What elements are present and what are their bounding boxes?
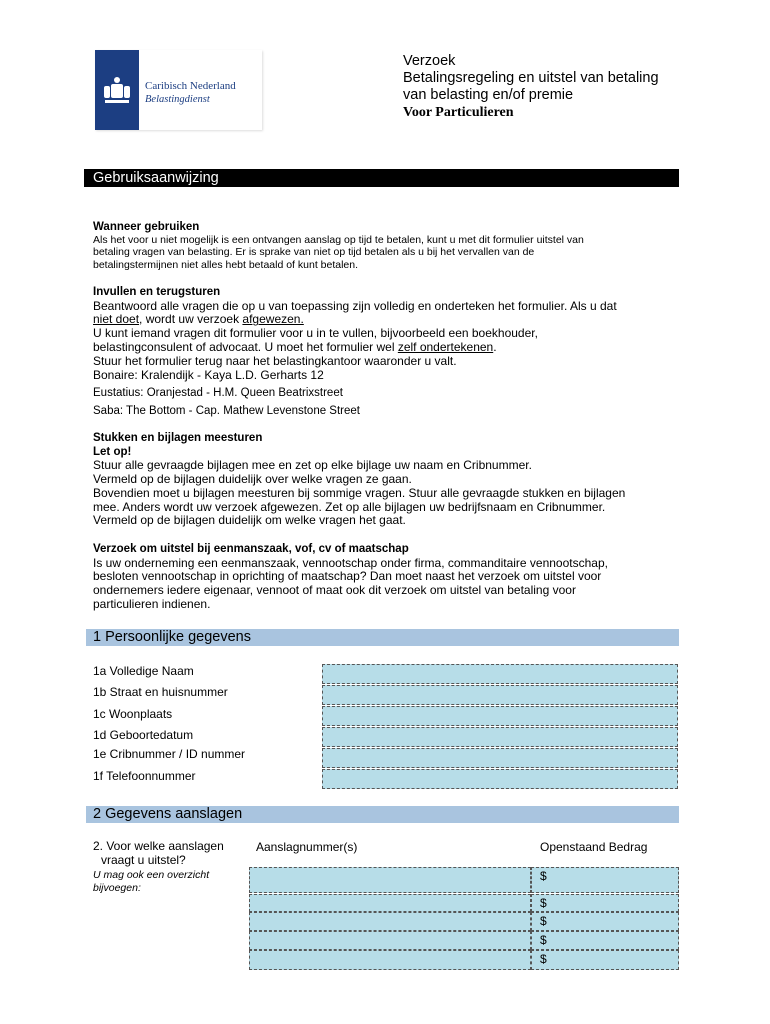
attention-heading: Let op! xyxy=(93,445,132,458)
self-sign-text: zelf ondertekenen xyxy=(397,339,494,354)
when-line-3: betalingstermijnen niet alles hebt betaald of kunt betalen. xyxy=(93,258,359,271)
label-full-name: 1a Volledige Naam xyxy=(93,664,194,678)
company-line-3: ondernemers iedere eigenaar, vennoot of maat ook dit verzoek om uitstel van betaling voor xyxy=(93,583,576,598)
attach-line-3: Bovendien moet u bijlagen meesturen bij sommige vragen. Stuur alle gevraagde stukken en bijlagen xyxy=(93,485,626,500)
assessment-number-field[interactable] xyxy=(249,950,531,970)
coat-of-arms-icon xyxy=(101,74,133,106)
outstanding-amount-field[interactable] xyxy=(531,867,679,893)
belastingdienst-logo xyxy=(95,50,262,130)
attach-line-4: mee. Anders wordt uw verzoek afgewezen. Zet op alle bijlagen uw bedrijfsnaam en Cribnummer. xyxy=(93,499,606,514)
street-field[interactable] xyxy=(322,685,678,705)
outstanding-amount-field[interactable] xyxy=(531,894,679,912)
currency-symbol: $ xyxy=(540,896,547,910)
column-outstanding-amount: Openstaand Bedrag xyxy=(540,840,648,854)
company-line-2: besloten vennootschap in oprichting of maatschap? Dan moet naast het verzoek om uitstel voor xyxy=(93,569,602,584)
section-2-header: 2 Gegevens aanslagen xyxy=(86,806,679,823)
logo-line-2: Belastingdienst xyxy=(145,94,210,105)
outstanding-amount-field[interactable] xyxy=(531,931,679,950)
company-heading: Verzoek om uitstel bij eenmanszaak, vof, cv of maatschap xyxy=(93,543,409,555)
crib-id-field[interactable] xyxy=(322,748,678,768)
attach-line-2: Vermeld op de bijlagen duidelijk over welke vragen ze gaan. xyxy=(93,472,412,487)
assessment-number-field[interactable] xyxy=(249,912,531,931)
when-heading: Wanneer gebruiken xyxy=(93,221,200,233)
outstanding-amount-field[interactable] xyxy=(531,950,679,970)
fill-block xyxy=(93,286,683,418)
title-line-2: Betalingsregeling en uitstel van betaling xyxy=(403,70,659,86)
overview-note-line-2: bijvoegen: xyxy=(93,881,141,894)
fill-line-1: Beantwoord alle vragen die op u van toepassing zijn volledig en onderteken het formulier. Als u dat xyxy=(93,298,617,313)
fill-line-3: U kunt iemand vragen dit formulier voor u in te vullen, bijvoorbeeld een boekhouder, xyxy=(93,326,538,341)
form-title xyxy=(403,53,703,121)
label-phone: 1f Telefoonnummer xyxy=(93,769,196,783)
logo-bar xyxy=(95,50,139,130)
label-street: 1b Straat en huisnummer xyxy=(93,685,228,699)
overview-note-line-1: U mag ook een overzicht xyxy=(93,869,210,881)
assessment-question xyxy=(93,840,224,894)
full-name-field[interactable] xyxy=(322,664,678,684)
title-line-1: Verzoek xyxy=(403,53,456,69)
title-line-3: van belasting en/of premie xyxy=(403,87,574,103)
when-block xyxy=(93,221,673,271)
assessment-number-field[interactable] xyxy=(249,894,531,912)
address-eustatius: Eustatius: Oranjestad - H.M. Queen Beatrixstreet xyxy=(93,386,343,399)
fill-line-4-end: . xyxy=(493,339,497,354)
when-line-2: betaling vragen van belasting. Er is sprake van niet op tijd betalen als u bij het vervallen van de xyxy=(93,246,535,258)
section-1-header: 1 Persoonlijke gegevens xyxy=(86,629,679,646)
fill-line-5: Stuur het formulier terug naar het belastingkantoor waaronder u valt. xyxy=(93,353,457,368)
fill-line-4 xyxy=(93,341,683,355)
question-line-1: 2. Voor welke aanslagen xyxy=(93,839,224,853)
attach-line-5: Vermeld op de bijlagen duidelijk om welke vragen het gaat. xyxy=(93,513,406,528)
fill-line-2 xyxy=(93,313,683,327)
company-block xyxy=(93,543,683,612)
phone-field[interactable] xyxy=(322,769,678,789)
company-line-1: Is uw onderneming een eenmanszaak, vennootschap onder firma, commanditaire vennootschap, xyxy=(93,555,608,570)
city-field[interactable] xyxy=(322,706,678,726)
when-line-1: Als het voor u niet mogelijk is een ontvangen aanslag op tijd te betalen, kunt u met dit formulier uitstel van xyxy=(93,233,584,246)
fill-line-4-start: belastingconsulent of advocaat. U moet het formulier wel xyxy=(93,339,398,354)
fill-heading: Invullen en terugsturen xyxy=(93,286,221,298)
label-birthdate: 1d Geboortedatum xyxy=(93,728,194,742)
logo-line-1: Caribisch Nederland xyxy=(145,80,236,92)
birthdate-field[interactable] xyxy=(322,727,678,747)
assessment-number-field[interactable] xyxy=(249,931,531,950)
currency-symbol: $ xyxy=(540,933,547,947)
not-done-text: niet doet xyxy=(93,312,140,327)
currency-symbol: $ xyxy=(540,952,547,966)
currency-symbol: $ xyxy=(540,914,547,928)
label-city: 1c Woonplaats xyxy=(93,707,173,721)
address-bonaire: Bonaire: Kralendijk - Kaya L.D. Gerharts 12 xyxy=(93,368,324,383)
section-usage-header: Gebruiksaanwijzing xyxy=(84,169,679,187)
column-assessment-number: Aanslagnummer(s) xyxy=(256,840,358,854)
currency-symbol: $ xyxy=(540,869,547,883)
title-line-4: Voor Particulieren xyxy=(403,105,514,120)
label-crib-id: 1e Cribnummer / ID nummer xyxy=(93,747,246,761)
attach-line-1: Stuur alle gevraagde bijlagen mee en zet op elke bijlage uw naam en Cribnummer. xyxy=(93,458,532,473)
company-line-4: particulieren indienen. xyxy=(93,596,211,611)
rejected-text: afgewezen. xyxy=(242,312,304,327)
fill-line-2-mid: , wordt uw verzoek xyxy=(139,312,243,327)
address-saba: Saba: The Bottom - Cap. Mathew Levenstone Street xyxy=(93,404,360,417)
question-line-2: vraagt u uitstel? xyxy=(101,852,186,867)
attachments-block xyxy=(93,432,683,528)
outstanding-amount-field[interactable] xyxy=(531,912,679,931)
attachments-heading: Stukken en bijlagen meesturen xyxy=(93,432,263,444)
assessment-number-field[interactable] xyxy=(249,867,531,893)
